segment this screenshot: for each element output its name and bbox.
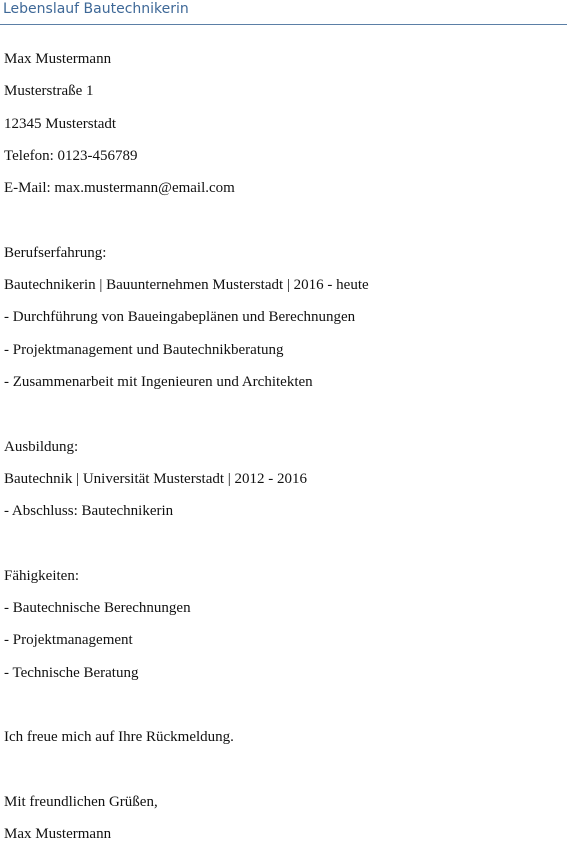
- section-spacer: [4, 209, 563, 241]
- experience-item: - Projektmanagement und Bautechnikberatung: [4, 341, 284, 358]
- closing-greeting: Mit freundlichen Grüßen,: [4, 793, 158, 810]
- document-header: [0, 0, 567, 25]
- education-heading: Ausbildung:: [4, 438, 79, 455]
- closing-signature: Max Mustermann: [4, 826, 112, 843]
- contact-name: Max Mustermann: [4, 51, 112, 67]
- section-spacer: [4, 759, 563, 791]
- experience-heading: Berufserfahrung:: [4, 244, 107, 261]
- education-entry: Bautechnik | Universität Musterstadt | 2012 - 2016: [4, 470, 308, 487]
- experience-item: - Durchführung von Baueingabeplänen und Berechnungen: [4, 309, 356, 326]
- closing-line: Ich freue mich auf Ihre Rückmeldung.: [4, 729, 234, 746]
- document-body: [4, 48, 563, 855]
- contact-street: Musterstraße 1: [4, 83, 94, 100]
- skills-item: - Technische Beratung: [4, 664, 139, 681]
- education-item: - Abschluss: Bautechnikerin: [4, 503, 174, 520]
- document-title: Lebenslauf Bautechnikerin: [3, 1, 189, 17]
- skills-heading: Fähigkeiten:: [4, 567, 79, 584]
- skills-item: - Bautechnische Berechnungen: [4, 600, 191, 617]
- skills-item: - Projektmanagement: [4, 632, 133, 649]
- section-spacer: [4, 694, 563, 726]
- section-spacer: [4, 403, 563, 435]
- section-spacer: [4, 532, 563, 564]
- experience-item: - Zusammenarbeit mit Ingenieuren und Architekten: [4, 373, 313, 390]
- experience-position: Bautechnikerin | Bauunternehmen Musterstadt | 2016 - heute: [4, 277, 369, 294]
- contact-phone: Telefon: 0123-456789: [4, 147, 138, 164]
- contact-email: E-Mail: max.mustermann@email.com: [4, 180, 235, 197]
- contact-city: 12345 Musterstadt: [4, 115, 117, 132]
